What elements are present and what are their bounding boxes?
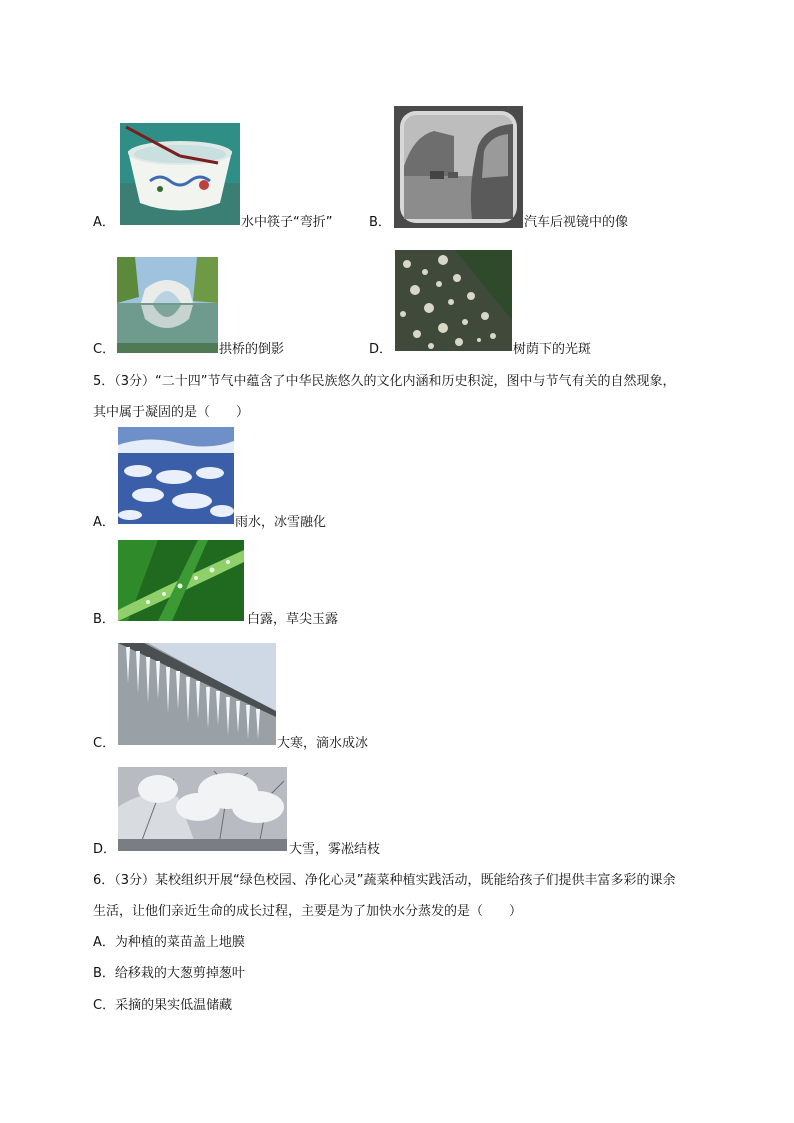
- question-5-stem-line2: 其中属于凝固的是（ ）: [93, 405, 250, 420]
- question-5-stem-line1: 5．（3分）“二十四”节气中蕴含了中华民族悠久的文化内涵和历史积淀，图中与节气有关的自然现象，: [93, 374, 676, 389]
- rearview-mirror-photo: [394, 106, 523, 228]
- option-letter: A．: [93, 935, 115, 950]
- icicles-photo: [118, 643, 276, 745]
- option-letter-q4-b: B．: [369, 215, 391, 230]
- rime-trees-photo: [118, 767, 287, 851]
- option-text: 为种植的菜苗盖上地膜: [114, 935, 245, 950]
- option-letter: C．: [93, 998, 116, 1013]
- option-letter-q4-c: C．: [93, 342, 116, 357]
- arch-bridge-photo: [117, 257, 218, 353]
- question-6-stem-line2: 生活，让他们亲近生命的成长过程，主要是为了加快水分蒸发的是（ ）: [93, 904, 523, 919]
- option-q6-c: [93, 998, 232, 1014]
- melting-snow-river-photo: [118, 427, 234, 524]
- option-caption-q5-c: 大寒，滴水成冰: [277, 736, 369, 751]
- grass-dew-photo: [118, 540, 244, 621]
- option-letter: B．: [93, 966, 115, 981]
- option-letter-q5-d: D．: [93, 842, 117, 857]
- option-letter-q5-b: B．: [93, 612, 115, 627]
- option-letter-q5-c: C．: [93, 736, 116, 751]
- option-caption-q4-c: 拱桥的倒影: [219, 342, 285, 357]
- option-text: 给移栽的大葱剪掉葱叶: [114, 966, 245, 981]
- option-caption-q5-a: 雨水，冰雪融化: [235, 515, 327, 530]
- option-text: 采摘的果实低温储藏: [115, 998, 233, 1013]
- option-q6-a: [93, 935, 245, 951]
- option-caption-q5-b: 白露，草尖玉露: [247, 612, 339, 627]
- option-letter-q5-a: A．: [93, 515, 115, 530]
- option-letter-q4-d: D．: [369, 342, 393, 357]
- tree-shade-spots-photo: [395, 250, 512, 351]
- question-6-stem-line1: 6．（3分）某校组织开展“绿色校园、净化心灵”蔬菜种植实践活动，既能给孩子们提供丰富多彩的课余: [93, 873, 676, 888]
- option-caption-q4-d: 树荫下的光斑: [513, 342, 592, 357]
- bowl-chopstick-photo: [120, 123, 240, 225]
- option-caption-q4-b: 汽车后视镜中的像: [524, 215, 629, 230]
- option-q6-b: [93, 966, 245, 982]
- option-caption-q5-d: 大雪，雾凇结枝: [289, 842, 381, 857]
- option-caption-q4-a: 水中筷子“弯折”: [241, 215, 333, 230]
- option-letter-q4-a: A．: [93, 215, 115, 230]
